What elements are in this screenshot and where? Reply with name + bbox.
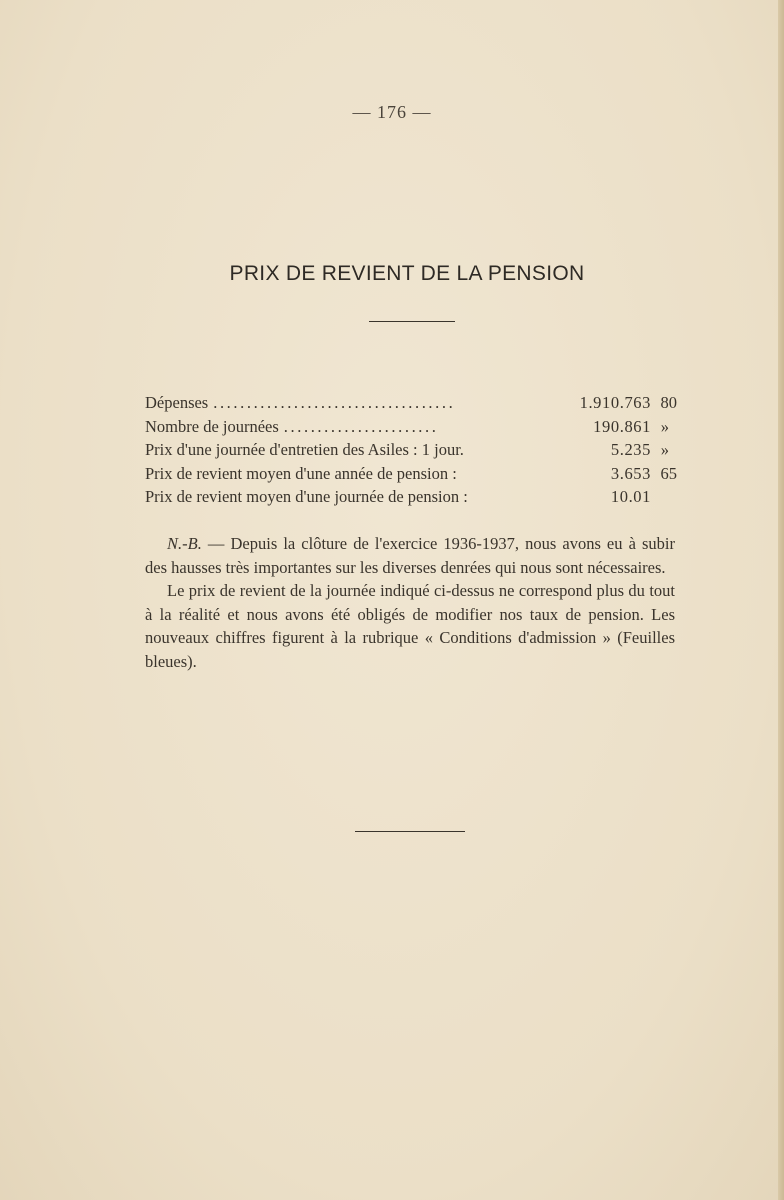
end-divider [355,831,465,832]
row-label: Prix de revient moyen d'une journée de pension : [145,487,468,506]
row-label: Nombre de journées [145,416,279,436]
row-value: 1.910.763 [579,393,651,412]
page-title: PRIX DE REVIENT DE LA PENSION [229,262,585,285]
note-paragraph: Le prix de revient de la journée indiqué ci-dessus ne correspond plus du tout à la réalité et nous avons été obligés de modifier nos taux de pension. Les nouveaux chiffres figurent à la rubrique « Conditions d'admission » (Feuilles bleues). [145,581,675,671]
row-value: 190.861 [593,416,651,436]
page-edge [778,0,784,1200]
title-divider [369,321,455,322]
cost-table [145,393,677,511]
dot-leader: .................................... [213,393,456,412]
table-row [145,417,677,441]
note-text: — Depuis la clôture de l'exercice 1936-1937, nous avons eu à subir des hausses très importantes sur les diverses denrées qui nous sont nécessaires. [145,534,675,577]
row-value-suffix: » [660,416,669,436]
row-label: Dépenses [145,393,209,412]
table-row [145,464,677,488]
note-paragraph [145,532,675,579]
row-label: Prix d'une journée d'entretien des Asiles : 1 jour. [145,440,464,459]
notes [145,532,675,673]
row-label: Prix de revient moyen d'une année de pension : [145,463,457,483]
row-value: 10.01 [610,487,651,506]
row-value-suffix: » [660,440,669,459]
note-label: N.-B. [167,534,202,553]
row-value: 3.653 [610,463,651,483]
row-value: 5.235 [610,440,651,459]
row-value-suffix: 80 [660,393,677,412]
row-value-suffix: 65 [660,463,677,483]
table-row [145,487,677,511]
dot-leader: ....................... [283,416,439,436]
table-row [145,393,677,417]
table-row [145,440,677,464]
page-number: — 176 — [352,102,432,122]
